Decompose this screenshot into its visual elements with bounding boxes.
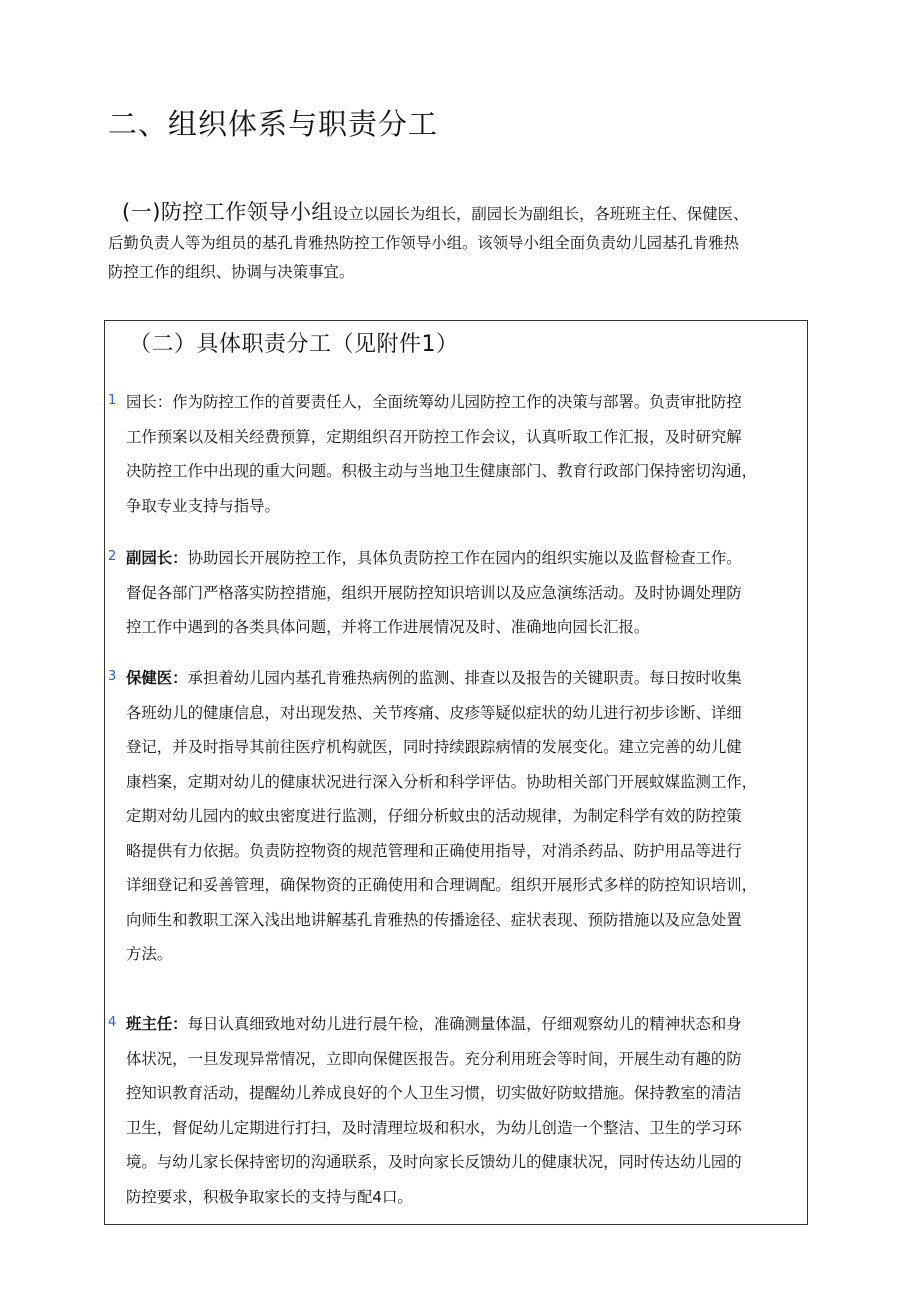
duty-item-number: 2 [108,549,117,564]
duty-line: 卫生，督促幼儿定期进行打扫，及时清理垃圾和积水，为幼儿创造一个整洁、卫生的学习环 [126,1118,742,1137]
duty-item-text [126,1007,808,1214]
duty-line-text: 作为防控工作的首要责任人，全面统筹幼儿园防控工作的决策与部署。负责审批防控 [172,393,742,411]
duty-line [126,541,808,576]
duty-item-text [126,385,808,523]
duty-item-text [126,661,808,972]
duty-assignment-box [104,320,808,1225]
duty-item-number: 1 [108,393,117,408]
duty-line: 向师生和教职工深入浅出地讲解基孔肯雅热的传播途径、症状表现、预防措施以及应急处置 [126,910,742,929]
duty-line: 略提供有力依据。负责防控物资的规范管理和正确使用指导，对消杀药品、防护用品等进行 [126,841,742,860]
duty-line-text: 协助园长开展防控工作，具体负责防控工作在园内的组织实施以及监督检查工作。 [187,549,742,567]
intro-paragraph [108,198,824,287]
duty-line: 各班幼儿的健康信息，对出现发热、关节疼痛、皮疹等疑似症状的幼儿进行初步诊断、详细 [126,703,742,722]
duty-item-health-doctor [105,661,805,972]
duty-role-label: 副园长： [126,549,188,567]
duty-line [126,661,808,696]
duty-line: 控知识教育活动，提醒幼儿养成良好的个人卫生习惯，切实做好防蚊措施。保持教室的清洁 [126,1084,742,1102]
duty-item-class-teacher [105,1007,805,1214]
intro-line [108,198,824,229]
duty-item-text [126,541,808,645]
duty-line: 境。与幼儿家长保持密切的沟通联系，及时向家长反馈幼儿的健康状况，同时传达幼儿园的 [126,1153,742,1171]
duty-box-title: （二）具体职责分工（见附件1） [129,332,459,357]
duty-role-label: 班主任： [126,1015,188,1033]
intro-line: 后勤负责人等为组员的基孔肯雅热防控工作领导小组。该领导小组全面负责幼儿园基孔肯雅热 [108,234,740,252]
duty-line: 控工作中遇到的各类具体问题，并将工作进展情况及时、准确地向园长汇报。 [126,618,650,636]
duty-item-number: 3 [108,669,117,684]
duty-line-text: 承担着幼儿园内基孔肯雅热病例的监测、排查以及报告的关键职责。每日按时收集 [187,669,742,687]
duty-item-principal [105,385,805,523]
duty-line: 方法。 [126,945,173,963]
duty-line [126,385,808,420]
duty-line: 康档案，定期对幼儿的健康状况进行深入分析和科学评估。协助相关部门开展蚊媒监测工作， [126,772,758,791]
duty-line: 定期对幼儿园内的蚊虫密度进行监测，仔细分析蚊虫的活动规律，为制定科学有效的防控策 [126,807,742,825]
intro-lead-heading: (一)防控工作领导小组 [122,200,333,224]
intro-line: 防控工作的组织、协调与决策事宜。 [108,263,355,281]
duty-line: 登记，并及时指导其前往医疗机构就医，同时持续跟踪病情的发展变化。建立完善的幼儿健 [126,738,742,756]
duty-item-number: 4 [108,1015,117,1030]
intro-line-text: 设立以园长为组长，副园长为副组长，各班班主任、保健医、 [332,205,749,223]
duty-line: 决防控工作中出现的重大问题。积极主动与当地卫生健康部门、教育行政部门保持密切沟通， [126,462,758,480]
duty-role-label: 保健医： [126,669,188,687]
duty-line: 体状况，一旦发现异常情况，立即向保健医报告。充分利用班会等时间，开展生动有趣的防 [126,1049,742,1068]
duty-role-label: 园长： [126,393,173,411]
duty-line: 详细登记和妥善管理，确保物资的正确使用和合理调配。组织开展形式多样的防控知识培训， [126,876,758,894]
duty-line: 防控要求，积极争取家长的支持与配4口。 [126,1187,413,1206]
page-title: 二、组织体系与职责分工 [108,107,439,141]
duty-line-text: 每日认真细致地对幼儿进行晨午检，准确测量体温，仔细观察幼儿的精神状态和身 [187,1015,742,1033]
duty-line: 工作预案以及相关经费预算，定期组织召开防控工作会议，认真听取工作汇报，及时研究解 [126,427,742,446]
duty-line [126,1007,808,1042]
duty-line: 督促各部门严格落实防控措施，组织开展防控知识培训以及应急演练活动。及时协调处理防 [126,583,742,602]
duty-line: 争取专业支持与指导。 [126,496,280,515]
duty-item-vice-principal [105,541,805,645]
